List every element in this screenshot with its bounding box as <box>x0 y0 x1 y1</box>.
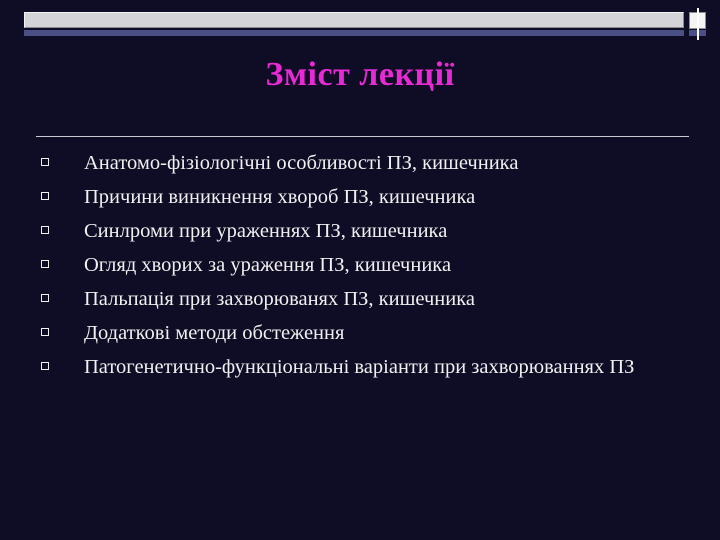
list-item <box>40 319 680 348</box>
list-item <box>40 149 680 178</box>
title-divider <box>36 136 689 137</box>
hollow-square-bullet-icon <box>41 192 49 200</box>
hollow-square-bullet-icon <box>41 294 49 302</box>
list-item <box>40 285 680 314</box>
list-item <box>40 353 680 382</box>
list-item-text: Пальпація при захворюванях ПЗ, кишечника <box>84 288 475 310</box>
list-item-text: Причини виникнення хвороб ПЗ, кишечника <box>84 186 476 208</box>
list-item-text: Синлроми при ураженнях ПЗ, кишечника <box>84 220 448 242</box>
decorative-vertical-line <box>697 8 699 40</box>
hollow-square-bullet-icon <box>41 328 49 336</box>
list-item <box>40 183 680 212</box>
list-item-text: Анатомо-фізіологічні особливості ПЗ, кишечника <box>84 152 519 174</box>
list-item <box>40 217 680 246</box>
list-item-text: Додаткові методи обстеження <box>84 322 345 344</box>
list-item-text: Огляд хворих за ураження ПЗ, кишечника <box>84 254 452 276</box>
hollow-square-bullet-icon <box>41 158 49 166</box>
content-list <box>40 149 680 387</box>
list-item-text: Патогенетично-функціональні варіанти при захворюваннях ПЗ <box>84 356 635 378</box>
decorative-top-bar <box>24 12 684 28</box>
hollow-square-bullet-icon <box>41 362 49 370</box>
hollow-square-bullet-icon <box>41 226 49 234</box>
decorative-accent-bar <box>24 30 684 36</box>
hollow-square-bullet-icon <box>41 260 49 268</box>
slide-title: Зміст лекції <box>265 56 455 93</box>
list-item <box>40 251 680 280</box>
